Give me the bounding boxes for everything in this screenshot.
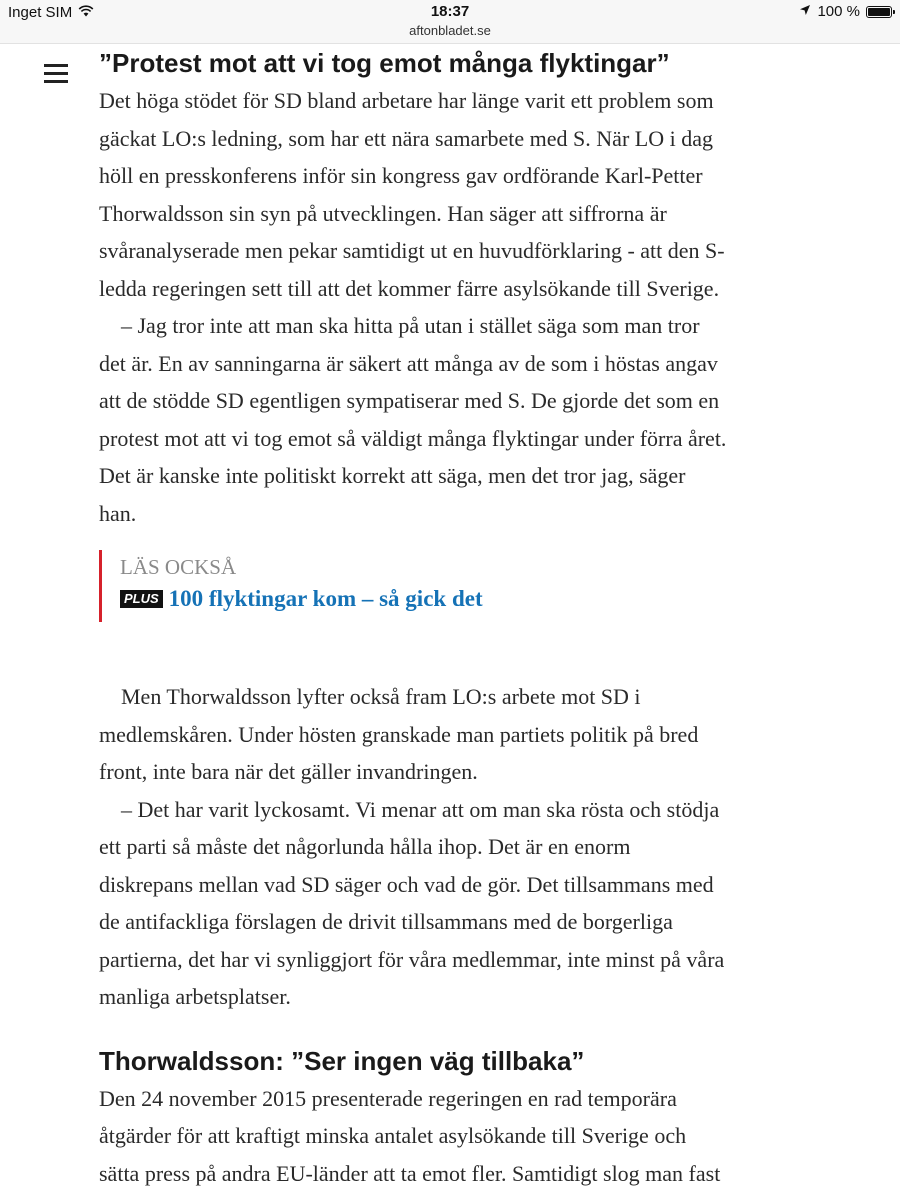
text-line: Det höga stödet för SD bland arbetare har länge varit ett problem som xyxy=(99,88,714,113)
text-line: att de stödde SD egentligen sympatiserar med S. De gjorde det som en xyxy=(99,388,720,413)
status-right xyxy=(799,3,892,20)
section-heading-protest: ”Protest mot att vi tog emot många flyktingar” xyxy=(99,48,670,78)
text-line: medlemskåren. Under hösten granskade man partiets politik på bred xyxy=(99,721,699,747)
address-url[interactable]: aftonbladet.se xyxy=(409,23,491,38)
text-line: höll en presskonferens inför sin kongress gav ordförande Karl-Petter xyxy=(99,163,703,188)
location-arrow-icon xyxy=(799,3,811,20)
paragraph-3 xyxy=(99,678,819,791)
battery-icon xyxy=(866,6,892,18)
carrier-label: Inget SIM xyxy=(8,4,73,21)
plus-badge: PLUS xyxy=(120,590,163,608)
battery-percent: 100 % xyxy=(817,3,860,20)
text-line: ett parti så måste det någorlunda hålla ihop. Det är en enorm xyxy=(99,834,631,859)
section-heading-thorwaldsson: Thorwaldsson: ”Ser ingen väg tillbaka” xyxy=(99,1045,585,1076)
text-line: gäckat LO:s ledning, som har ett nära samarbete med S. När LO i dag xyxy=(99,125,713,151)
text-line: åtgärder för att kraftigt minska antalet asylsökande till Sverige och xyxy=(99,1123,687,1148)
text-line: manliga arbetsplatser. xyxy=(99,984,291,1009)
hamburger-menu-icon[interactable] xyxy=(44,64,68,86)
text-line: det är. En av sanningarna är säkert att många av de som i höstas angav xyxy=(99,350,718,376)
text-line: han. xyxy=(99,500,137,526)
text-line: diskrepans mellan vad SD säger och vad de gör. Det tillsammans med xyxy=(99,871,714,897)
text-line: de antifackliga förslagen de drivit tillsammans med de borgerliga xyxy=(99,909,673,934)
text-line: Thorwaldsson sin syn på utvecklingen. Han säger att siffrorna är xyxy=(99,200,667,226)
text-line: svåranalyserade men pekar samtidigt ut en huvudförklaring - att den S- xyxy=(99,238,725,263)
paragraph-5 xyxy=(99,1080,819,1193)
clock: 18:37 xyxy=(430,3,470,20)
text-line: front, inte bara när det gäller invandringen. xyxy=(99,759,478,784)
text-line: protest mot att vi tog emot så väldigt många flyktingar under förra året. xyxy=(99,425,727,451)
text-line: sätta press på andra EU-länder att ta emot fler. Samtidigt slog man fast xyxy=(99,1160,721,1186)
paragraph-4-quote xyxy=(99,791,819,1016)
text-line: Den 24 november 2015 presenterade regeringen en rad temporära xyxy=(99,1085,677,1111)
text-line: – Jag tror inte att man ska hitta på utan i stället säga som man tror xyxy=(121,313,700,338)
text-line: – Det har varit lyckosamt. Vi menar att om man ska rösta och stödja xyxy=(121,796,720,822)
battery-fill xyxy=(868,8,890,16)
read-also-label: LÄS OCKSÅ xyxy=(120,555,237,579)
article-body xyxy=(99,44,819,1192)
read-also-link-title: 100 flyktingar kom – så gick det xyxy=(168,586,483,611)
status-bar xyxy=(0,0,900,44)
text-line: partierna, det har vi synliggjort för våra medlemmar, inte minst på våra xyxy=(99,946,725,972)
text-line: ledda regeringen sett till att det kommer färre asylsökande till Sverige. xyxy=(99,275,720,301)
text-line: Det är kanske inte politiskt korrekt att säga, men det tror jag, säger xyxy=(99,463,686,488)
read-also-box xyxy=(99,550,819,622)
paragraph-2-quote xyxy=(99,307,819,532)
read-also-link[interactable] xyxy=(120,584,819,614)
paragraph-1 xyxy=(99,82,819,307)
text-line: Men Thorwaldsson lyfter också fram LO:s arbete mot SD i xyxy=(121,684,641,709)
